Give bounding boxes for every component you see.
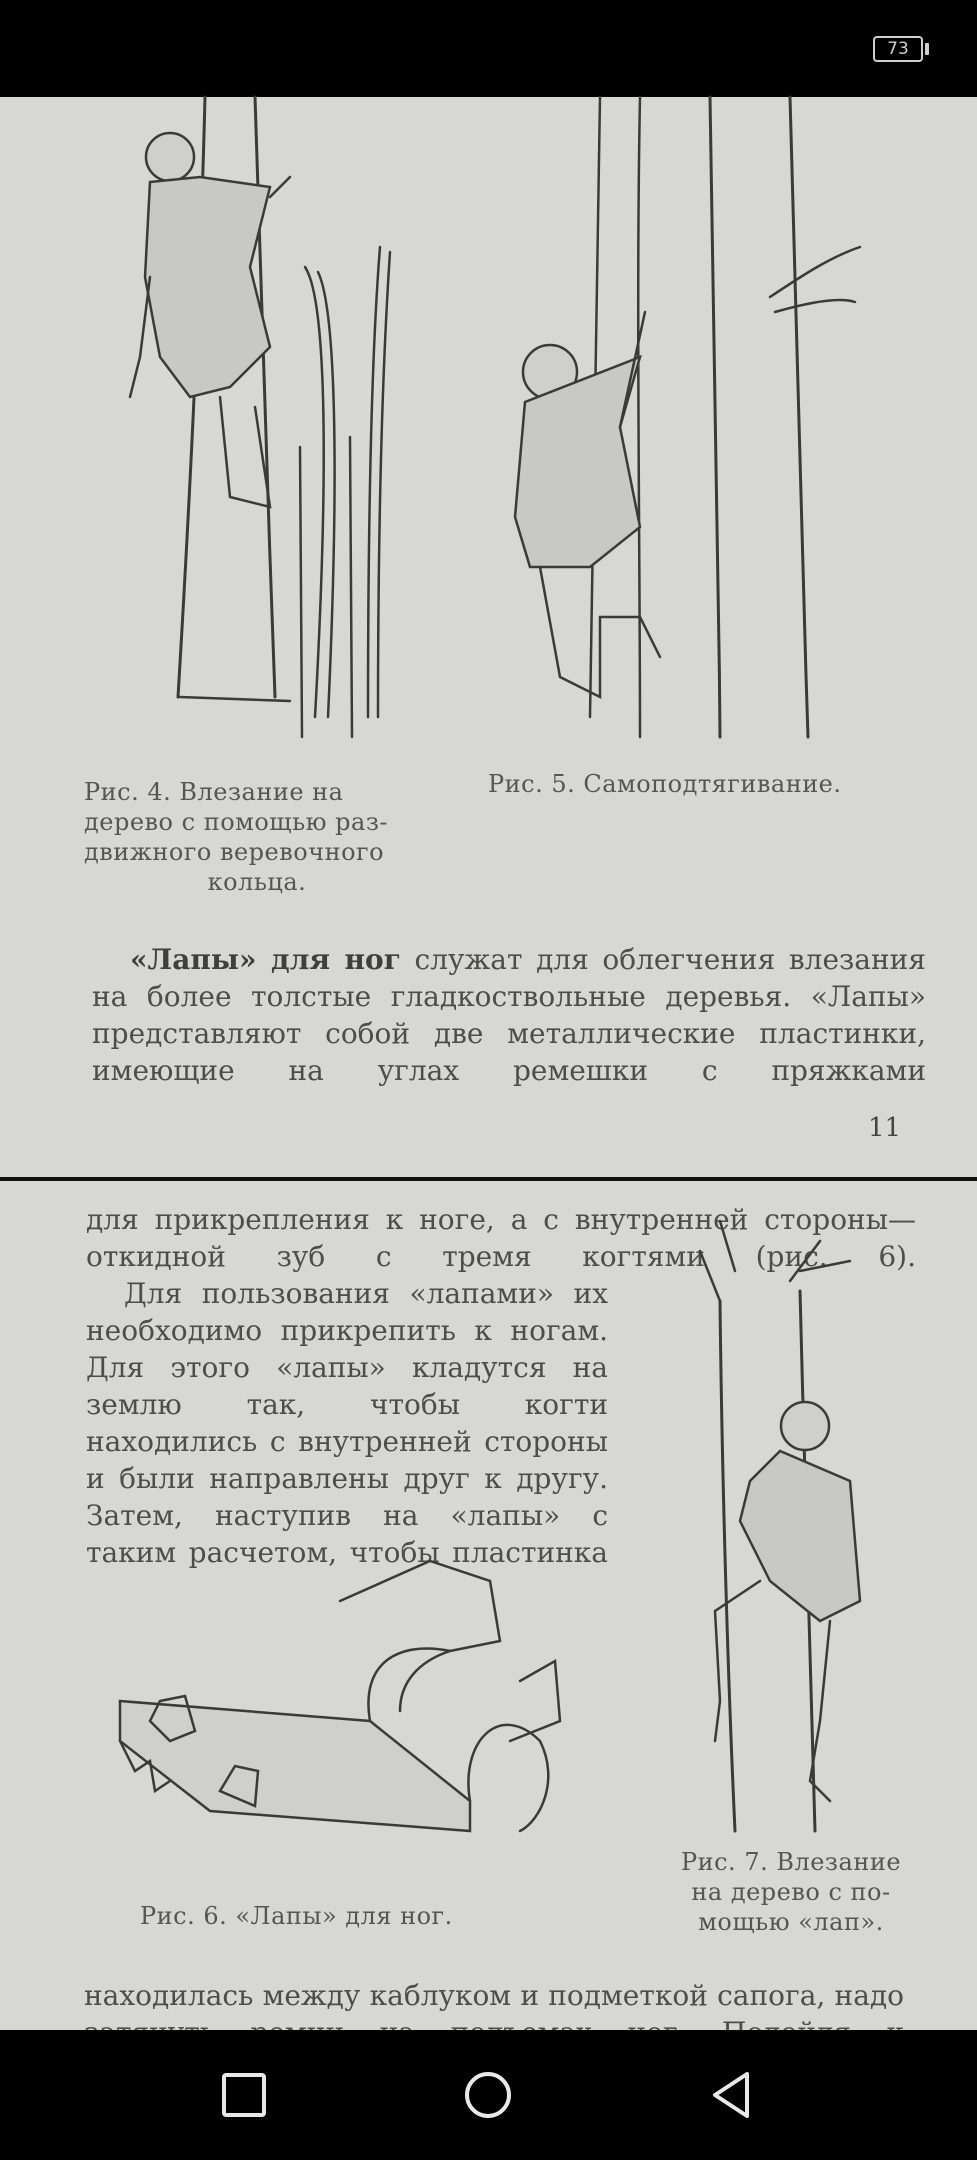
circle-icon[interactable] <box>453 2062 523 2128</box>
battery-level: 73 <box>887 39 909 59</box>
page-number: 11 <box>868 1113 902 1143</box>
figure-7-caption: Рис. 7. Влезание на дерево с по- мощью «лап». <box>680 1848 902 1936</box>
navigation-bar <box>0 2030 977 2160</box>
figure-6-caption: Рис. 6. «Лапы» для ног. <box>140 1902 453 1930</box>
triangle-back-icon[interactable] <box>697 2062 767 2128</box>
battery-tip <box>925 43 929 55</box>
square-icon[interactable] <box>209 2062 279 2128</box>
paragraph-continuation: для прикрепления к ноге, а с внутренней стороны—откидной зуб с тремя когтями (рис. 6). <box>86 1203 916 1273</box>
battery-icon <box>873 36 923 62</box>
paragraph-usage: Для пользования «лапами» их необходимо прикрепить к ногам. Для этого «лапы» кладутся на землю так, чтобы когти находились с внутренней стороны и были направлены друг к другу. Затем, наступив на «лапы» с таким расчетом, чтобы пластинка <box>86 1277 608 1569</box>
paragraph-lapy-intro: «Лапы» для ног служат для облегчения влезания на более толстые гладкоствольные деревья. «Лапы» представляют собой две металлические пластинки, имеющие на углах ремешки с пряжками <box>92 943 926 1087</box>
figure-5-caption: Рис. 5. Самоподтягивание. <box>488 770 842 798</box>
book-page-12 <box>0 1181 977 2030</box>
book-page-11 <box>0 97 977 1177</box>
paragraph-continuation-bottom: находилась между каблуком и подметкой сапога, надо <box>84 1979 904 2012</box>
figure-4-caption: Рис. 4. Влезание на дерево с помощью раз- движного веревочного кольца. <box>84 778 389 896</box>
paragraph-bold-term: «Лапы» для ног <box>130 943 401 976</box>
status-bar <box>0 0 977 97</box>
